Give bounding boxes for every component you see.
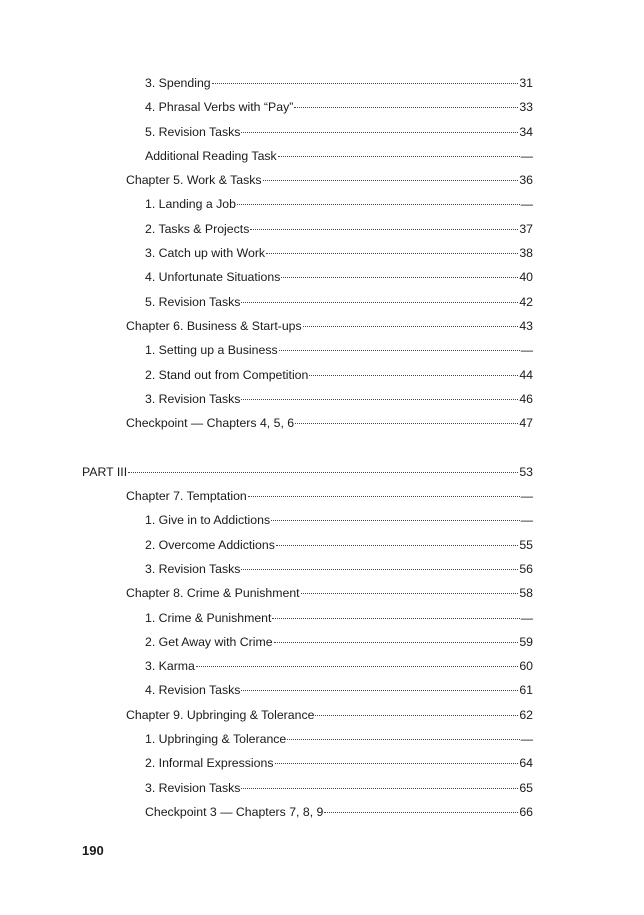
toc-entry (0, 776, 644, 800)
toc-entry-page: 34 (519, 124, 533, 139)
toc-leader-dots (271, 520, 520, 521)
toc-entry-label: 3. Revision Tasks (145, 561, 241, 576)
toc-entry (0, 751, 644, 775)
toc-leader-dots (281, 277, 518, 278)
toc-leader-dots (241, 690, 518, 691)
toc-entry (0, 460, 644, 484)
toc-entry-label: Checkpoint — Chapters 4, 5, 6 (126, 416, 295, 431)
toc-entry (0, 703, 644, 727)
toc-entry-label: 2. Get Away with Crime (145, 634, 273, 649)
toc-leader-dots (324, 812, 518, 813)
toc-entry-page: — (520, 343, 533, 358)
toc-entry (0, 557, 644, 581)
toc-entry-page: 38 (519, 246, 533, 261)
toc-entry (0, 314, 644, 338)
toc-leader-dots (301, 593, 519, 594)
toc-entry-label: 3. Karma (145, 659, 195, 674)
page-number: 190 (82, 843, 104, 858)
toc-group-part-3 (0, 460, 644, 824)
toc-entry-label: 2. Informal Expressions (145, 756, 274, 771)
toc-entry-label: 3. Catch up with Work (145, 246, 266, 261)
toc-entry (0, 630, 644, 654)
toc-entry-label: 1. Setting up a Business (145, 343, 278, 358)
toc-entry (0, 338, 644, 362)
toc-leader-dots (128, 472, 518, 473)
toc-entry (0, 71, 644, 95)
toc-entry (0, 678, 644, 702)
toc-entry (0, 168, 644, 192)
toc-entry-page: — (520, 732, 533, 747)
toc-entry-page: 62 (519, 707, 533, 722)
toc-entry-label: 5. Revision Tasks (145, 124, 241, 139)
toc-entry-page: 46 (519, 391, 533, 406)
toc-entry (0, 120, 644, 144)
toc-leader-dots (196, 666, 518, 667)
toc-entry (0, 533, 644, 557)
toc-entry (0, 241, 644, 265)
toc-entry-page: 44 (519, 367, 533, 382)
toc-entry-label: Additional Reading Task (145, 148, 277, 163)
toc-entry-page: 33 (519, 100, 533, 115)
toc-entry-page: — (520, 610, 533, 625)
toc-entry-page: — (520, 197, 533, 212)
toc-entry-label: 4. Phrasal Verbs with “Pay” (145, 100, 294, 115)
toc-entry-label: 1. Crime & Punishment (145, 610, 272, 625)
toc-entry-label: Chapter 7. Temptation (126, 489, 247, 504)
toc-leader-dots (295, 423, 518, 424)
toc-entry (0, 363, 644, 387)
toc-entry-label: Chapter 9. Upbringing & Tolerance (126, 707, 315, 722)
toc-entry-page: 64 (519, 756, 533, 771)
toc-entry-label: 1. Give in to Addictions (145, 513, 271, 528)
toc-entry (0, 508, 644, 532)
toc-entry-label: 4. Revision Tasks (145, 683, 241, 698)
toc-leader-dots (241, 302, 518, 303)
toc-leader-dots (279, 350, 520, 351)
toc-entry-page: 60 (519, 659, 533, 674)
toc-entry-page: 53 (519, 464, 533, 479)
toc-entry-page: 42 (519, 294, 533, 309)
toc-entry-page: 47 (519, 416, 533, 431)
toc-entry (0, 411, 644, 435)
toc-leader-dots (241, 569, 518, 570)
toc-entry-page: — (520, 489, 533, 504)
toc-leader-dots (250, 229, 518, 230)
toc-leader-dots (272, 618, 519, 619)
toc-entry-label: 3. Revision Tasks (145, 391, 241, 406)
toc-entry-page: 59 (519, 634, 533, 649)
toc-entry-label: 1. Landing a Job (145, 197, 236, 212)
toc-entry-label: 3. Spending (145, 76, 211, 90)
toc-entry (0, 727, 644, 751)
toc-entry-page: 65 (519, 780, 533, 795)
toc-leader-dots (241, 399, 518, 400)
toc-entry (0, 387, 644, 411)
toc-entry-page: 66 (519, 804, 533, 819)
toc-entry-page: 43 (519, 318, 533, 333)
toc-group-part-2 (0, 71, 644, 435)
toc-entry (0, 265, 644, 289)
toc-entry-page: 40 (519, 270, 533, 285)
toc-leader-dots (294, 107, 518, 108)
toc-leader-dots (303, 326, 519, 327)
toc-entry-page: 36 (519, 173, 533, 188)
toc-entry (0, 800, 644, 824)
toc-entry-label: 3. Revision Tasks (145, 780, 241, 795)
toc-entry (0, 95, 644, 119)
toc-entry-page: 37 (519, 221, 533, 236)
toc-leader-dots (315, 715, 518, 716)
toc-entry (0, 484, 644, 508)
toc-leader-dots (309, 375, 518, 376)
toc-entry-label: Chapter 8. Crime & Punishment (126, 586, 300, 601)
toc-leader-dots (278, 156, 520, 157)
toc-entry-page: 58 (519, 586, 533, 601)
toc-leader-dots (212, 83, 519, 84)
toc-entry (0, 217, 644, 241)
toc-leader-dots (241, 132, 518, 133)
toc-entry-label: Chapter 6. Business & Start-ups (126, 318, 302, 333)
toc-leader-dots (274, 642, 519, 643)
toc-entry-label: PART III (82, 464, 128, 479)
toc-entry (0, 290, 644, 314)
table-of-contents (0, 71, 644, 824)
toc-entry-page: 56 (519, 561, 533, 576)
toc-leader-dots (276, 545, 518, 546)
toc-entry-label: 2. Tasks & Projects (145, 221, 250, 236)
toc-spacer (0, 435, 644, 459)
toc-entry-label: 5. Revision Tasks (145, 294, 241, 309)
toc-entry-label: 2. Overcome Addictions (145, 537, 275, 552)
toc-entry (0, 581, 644, 605)
toc-leader-dots (248, 496, 520, 497)
toc-leader-dots (266, 253, 518, 254)
toc-entry-label: 1. Upbringing & Tolerance (145, 732, 287, 747)
toc-entry-label: 2. Stand out from Competition (145, 367, 309, 382)
toc-entry-page: 61 (519, 683, 533, 698)
toc-leader-dots (263, 180, 519, 181)
toc-leader-dots (287, 739, 519, 740)
toc-entry (0, 192, 644, 216)
toc-entry-page: 55 (519, 537, 533, 552)
toc-entry (0, 144, 644, 168)
toc-entry-page: — (520, 513, 533, 528)
toc-entry-label: 4. Unfortunate Situations (145, 270, 281, 285)
toc-entry-label: Checkpoint 3 — Chapters 7, 8, 9 (145, 804, 324, 819)
toc-leader-dots (241, 788, 518, 789)
toc-leader-dots (275, 763, 519, 764)
toc-entry-label: Chapter 5. Work & Tasks (126, 173, 262, 188)
toc-entry-page: — (520, 148, 533, 163)
toc-entry-page: 31 (519, 76, 533, 90)
toc-leader-dots (237, 204, 520, 205)
toc-entry (0, 606, 644, 630)
toc-entry (0, 654, 644, 678)
